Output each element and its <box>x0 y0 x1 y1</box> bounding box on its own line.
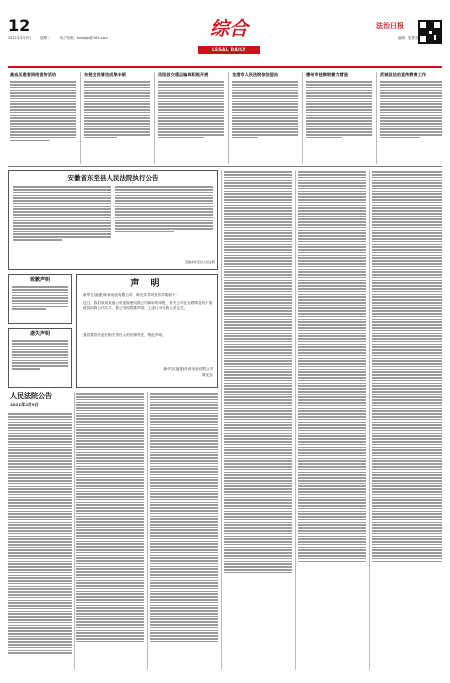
article-body-3 <box>158 80 224 164</box>
column-rule <box>147 392 148 670</box>
statement-signer-2: 陈光东 <box>202 373 213 377</box>
correction-title: 致歉声明 <box>29 277 50 283</box>
article-body-1 <box>10 80 76 164</box>
page-number: 12 <box>8 16 31 35</box>
notice-column-1 <box>224 170 292 670</box>
notice-column-3 <box>372 170 442 670</box>
qr-code-icon <box>418 20 442 44</box>
middle-notice-column-1 <box>76 392 144 670</box>
execution-notice <box>8 170 218 270</box>
masthead-logo: 法治日报 <box>376 21 404 30</box>
email-line: 电子信箱：fzrbzgb@163.com <box>60 36 108 40</box>
notice-title: 安徽省东至县人民法院执行公告 <box>67 174 159 182</box>
article-title-1: 高血压患者网络宣传活动 <box>10 72 57 77</box>
column-rule <box>154 72 155 164</box>
column-rule <box>369 170 370 670</box>
middle-notice-column-2 <box>150 392 218 670</box>
article-body-5 <box>306 80 372 164</box>
notice-body-left <box>13 185 111 263</box>
weekday-line: 星期二 <box>40 36 51 40</box>
article-title-4: 龙港市人民法院依法惩治 <box>232 72 279 77</box>
correction-box <box>8 274 72 324</box>
notice-body-right <box>115 185 213 255</box>
notice-signer: 安徽省东至县人民法院 <box>184 260 215 264</box>
left-notice-column <box>8 412 72 670</box>
ad-date: 2021年3月9日 <box>10 402 39 407</box>
statement-signer-1: 新华宝(福建)体育用品有限公司 <box>163 367 213 371</box>
column-rule <box>221 170 222 670</box>
article-body-4 <box>232 80 298 164</box>
article-body-2 <box>84 80 150 164</box>
statement-box <box>76 274 218 388</box>
notice-column-2 <box>298 170 366 670</box>
editor-line: 编辑：张慧芳 <box>398 36 419 40</box>
statement-para-1: 新华宝(福建)体育用品有限公司、陈光东共同发布声明如下： <box>83 293 180 297</box>
article-title-6: 武城县法治宣传教育工作 <box>380 72 427 77</box>
column-rule <box>295 170 296 670</box>
loss-body <box>12 339 68 385</box>
section-title: 综合 <box>209 18 248 40</box>
column-rule <box>74 392 75 670</box>
column-rule <box>302 72 303 164</box>
correction-body <box>12 285 68 321</box>
row-divider <box>8 166 442 167</box>
column-rule <box>228 72 229 164</box>
statement-para-2: 近日，我们收到其他公司违规使用我公司商标的举报，有关公司在互联网及线下渠道冒用我公司名义，我公司现郑重声明，上述行为与我公司无关。 <box>83 301 213 310</box>
loss-title: 遗失声明 <box>29 331 50 337</box>
section-subtitle: LEGAL DAILY <box>198 46 260 54</box>
header-divider <box>8 66 442 68</box>
statement-title: 声 明 <box>130 279 164 289</box>
statement-para-3: 我们将依法追究相关责任人的法律责任，特此声明。 <box>83 333 166 337</box>
ad-title: 人民法院公告 <box>10 391 52 400</box>
loss-box <box>8 328 72 388</box>
article-body-6 <box>380 80 442 164</box>
column-rule <box>376 72 377 164</box>
article-title-3: 岳阳县交通运输局积极开展 <box>158 72 209 77</box>
article-title-5: 德州市检察院着力营造 <box>306 72 348 77</box>
date-line: 2021年3月9日 <box>8 36 32 40</box>
column-rule <box>80 72 81 164</box>
article-title-2: 东莞全民普法成果丰硕 <box>84 72 126 77</box>
